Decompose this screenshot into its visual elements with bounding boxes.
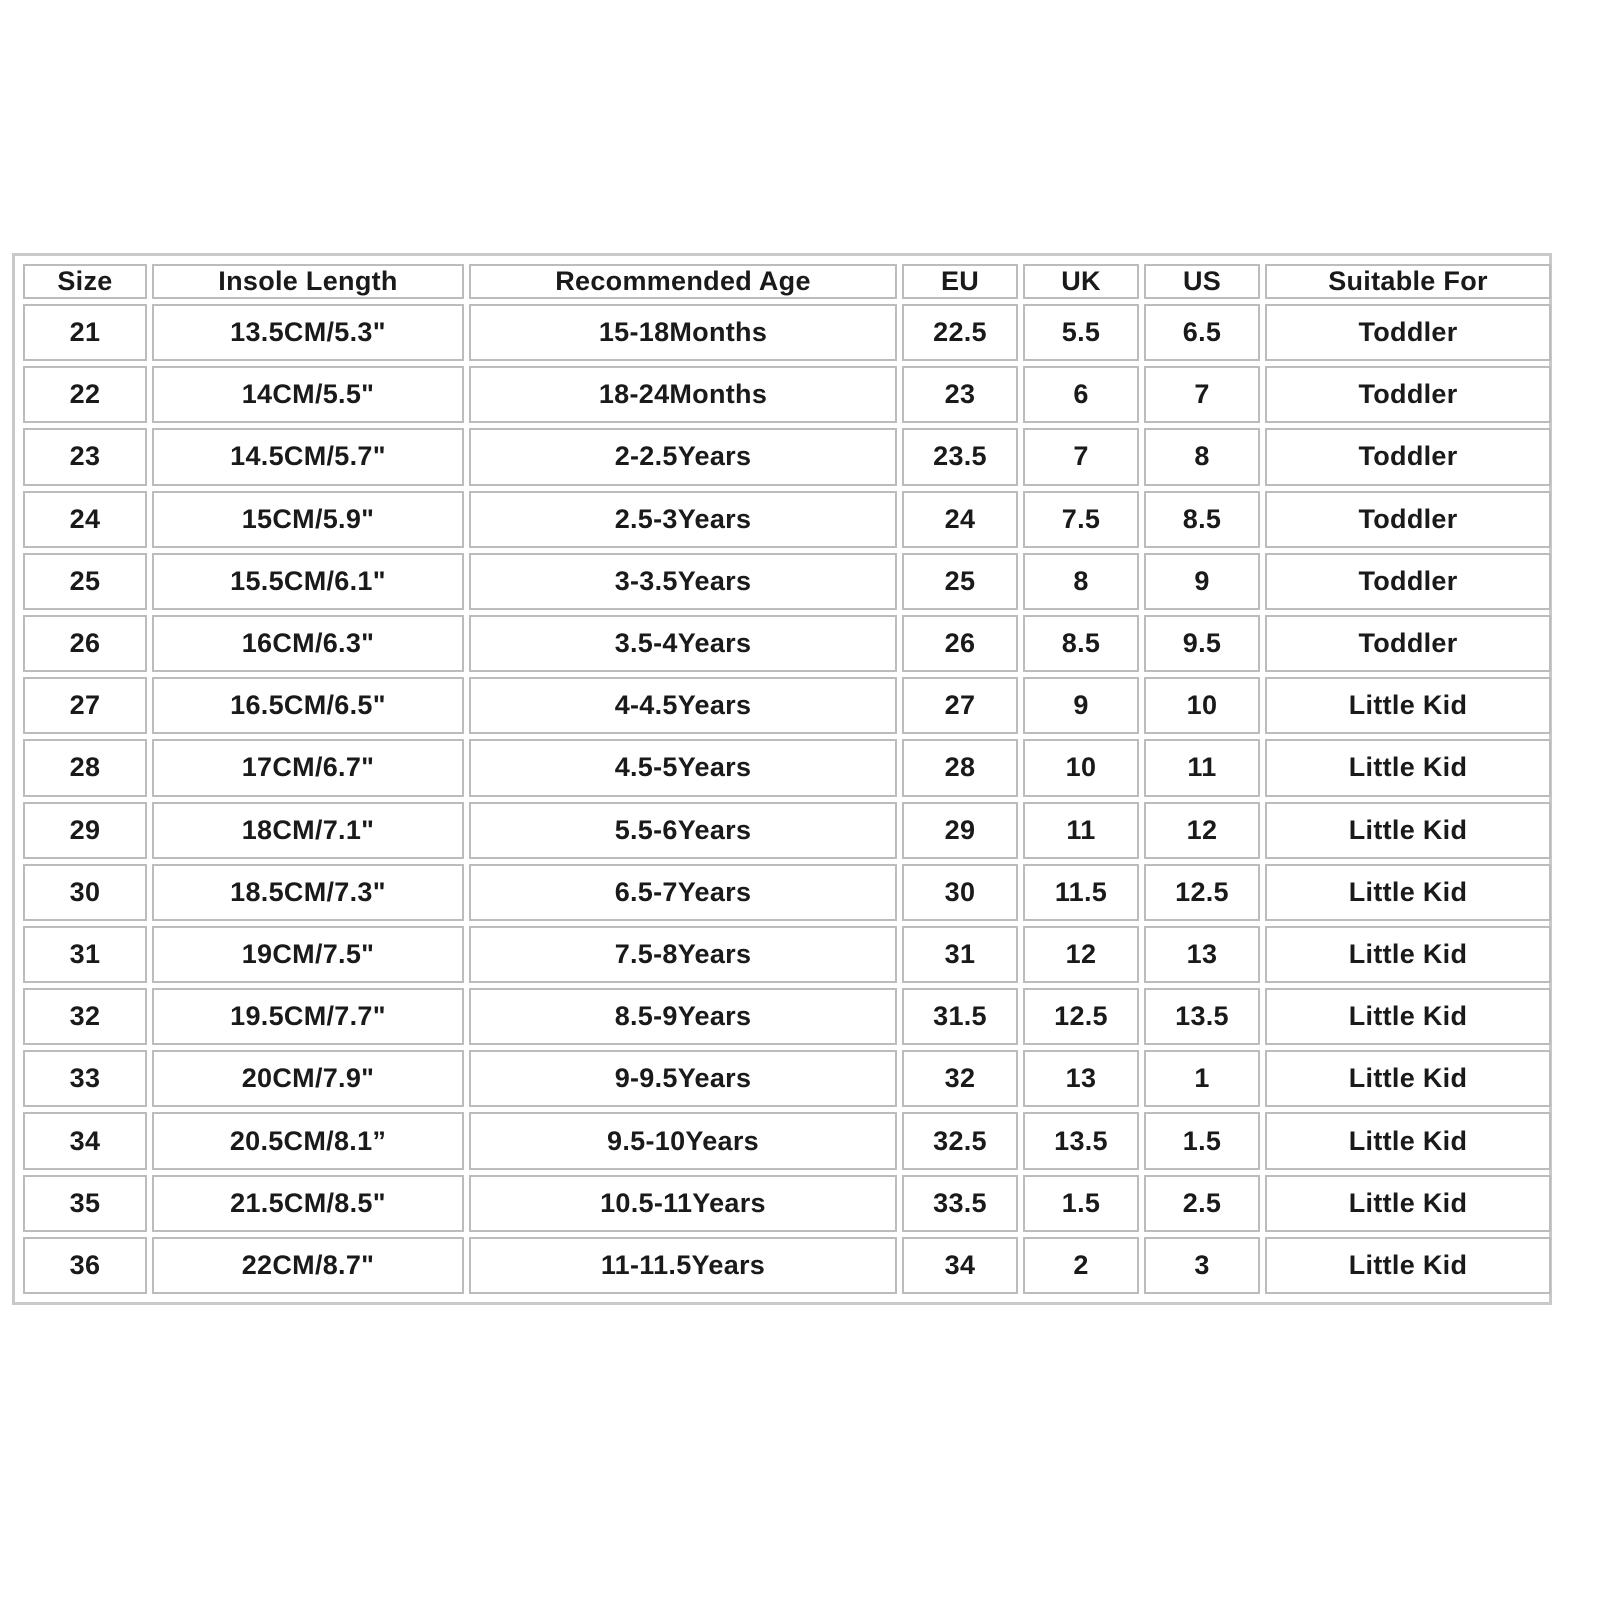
cell-recommended-age: 2.5-3Years: [469, 491, 897, 548]
cell-insole-length: 18.5CM/7.3": [152, 864, 464, 921]
cell-suitable-for: Little Kid: [1265, 1237, 1551, 1294]
cell-eu: 34: [902, 1237, 1018, 1294]
cell-recommended-age: 9.5-10Years: [469, 1112, 897, 1169]
cell-us: 12: [1144, 802, 1260, 859]
header-us: US: [1144, 264, 1260, 299]
cell-uk: 13.5: [1023, 1112, 1139, 1169]
cell-insole-length: 15CM/5.9": [152, 491, 464, 548]
cell-size: 36: [23, 1237, 147, 1294]
cell-eu: 28: [902, 739, 1018, 796]
cell-recommended-age: 3-3.5Years: [469, 553, 897, 610]
cell-eu: 26: [902, 615, 1018, 672]
cell-uk: 11: [1023, 802, 1139, 859]
cell-uk: 7.5: [1023, 491, 1139, 548]
cell-size: 32: [23, 988, 147, 1045]
cell-eu: 24: [902, 491, 1018, 548]
cell-suitable-for: Toddler: [1265, 491, 1551, 548]
table-row: [23, 491, 1551, 548]
cell-suitable-for: Little Kid: [1265, 1112, 1551, 1169]
cell-eu: 33.5: [902, 1175, 1018, 1232]
cell-uk: 9: [1023, 677, 1139, 734]
cell-size: 27: [23, 677, 147, 734]
cell-insole-length: 22CM/8.7": [152, 1237, 464, 1294]
cell-uk: 1.5: [1023, 1175, 1139, 1232]
cell-uk: 7: [1023, 428, 1139, 485]
size-chart-frame: [12, 253, 1552, 1305]
cell-eu: 27: [902, 677, 1018, 734]
cell-us: 13: [1144, 926, 1260, 983]
cell-us: 2.5: [1144, 1175, 1260, 1232]
cell-uk: 8.5: [1023, 615, 1139, 672]
cell-uk: 6: [1023, 366, 1139, 423]
cell-uk: 5.5: [1023, 304, 1139, 361]
cell-eu: 23: [902, 366, 1018, 423]
header-size: Size: [23, 264, 147, 299]
cell-size: 31: [23, 926, 147, 983]
cell-uk: 10: [1023, 739, 1139, 796]
cell-us: 9.5: [1144, 615, 1260, 672]
cell-suitable-for: Little Kid: [1265, 926, 1551, 983]
table-row: [23, 615, 1551, 672]
cell-insole-length: 16.5CM/6.5": [152, 677, 464, 734]
header-eu: EU: [902, 264, 1018, 299]
cell-eu: 32.5: [902, 1112, 1018, 1169]
cell-suitable-for: Little Kid: [1265, 802, 1551, 859]
table-row: [23, 304, 1551, 361]
cell-us: 11: [1144, 739, 1260, 796]
header-row: [23, 264, 1551, 299]
cell-us: 9: [1144, 553, 1260, 610]
cell-eu: 31.5: [902, 988, 1018, 1045]
cell-suitable-for: Little Kid: [1265, 677, 1551, 734]
cell-us: 1: [1144, 1050, 1260, 1107]
cell-size: 25: [23, 553, 147, 610]
table-row: [23, 926, 1551, 983]
cell-insole-length: 15.5CM/6.1": [152, 553, 464, 610]
cell-size: 29: [23, 802, 147, 859]
header-insole-length: Insole Length: [152, 264, 464, 299]
cell-us: 6.5: [1144, 304, 1260, 361]
table-row: [23, 553, 1551, 610]
cell-size: 26: [23, 615, 147, 672]
cell-eu: 22.5: [902, 304, 1018, 361]
table-row: [23, 739, 1551, 796]
cell-uk: 2: [1023, 1237, 1139, 1294]
cell-insole-length: 20CM/7.9": [152, 1050, 464, 1107]
cell-size: 35: [23, 1175, 147, 1232]
table-row: [23, 428, 1551, 485]
cell-eu: 23.5: [902, 428, 1018, 485]
cell-insole-length: 20.5CM/8.1”: [152, 1112, 464, 1169]
cell-recommended-age: 2-2.5Years: [469, 428, 897, 485]
cell-eu: 32: [902, 1050, 1018, 1107]
cell-recommended-age: 8.5-9Years: [469, 988, 897, 1045]
header-suitable-for: Suitable For: [1265, 264, 1551, 299]
cell-us: 7: [1144, 366, 1260, 423]
cell-recommended-age: 6.5-7Years: [469, 864, 897, 921]
cell-recommended-age: 4-4.5Years: [469, 677, 897, 734]
cell-size: 21: [23, 304, 147, 361]
cell-size: 34: [23, 1112, 147, 1169]
cell-insole-length: 19.5CM/7.7": [152, 988, 464, 1045]
cell-us: 3: [1144, 1237, 1260, 1294]
cell-suitable-for: Toddler: [1265, 366, 1551, 423]
cell-us: 8.5: [1144, 491, 1260, 548]
table-row: [23, 802, 1551, 859]
header-uk: UK: [1023, 264, 1139, 299]
cell-size: 28: [23, 739, 147, 796]
cell-eu: 25: [902, 553, 1018, 610]
cell-suitable-for: Toddler: [1265, 615, 1551, 672]
cell-insole-length: 19CM/7.5": [152, 926, 464, 983]
cell-eu: 30: [902, 864, 1018, 921]
cell-suitable-for: Little Kid: [1265, 864, 1551, 921]
table-row: [23, 1237, 1551, 1294]
cell-recommended-age: 5.5-6Years: [469, 802, 897, 859]
cell-suitable-for: Toddler: [1265, 304, 1551, 361]
table-row: [23, 1175, 1551, 1232]
table-row: [23, 677, 1551, 734]
cell-us: 13.5: [1144, 988, 1260, 1045]
cell-us: 10: [1144, 677, 1260, 734]
cell-insole-length: 17CM/6.7": [152, 739, 464, 796]
cell-suitable-for: Little Kid: [1265, 1175, 1551, 1232]
cell-insole-length: 18CM/7.1": [152, 802, 464, 859]
cell-suitable-for: Little Kid: [1265, 739, 1551, 796]
cell-insole-length: 14.5CM/5.7": [152, 428, 464, 485]
table-row: [23, 864, 1551, 921]
cell-size: 33: [23, 1050, 147, 1107]
cell-suitable-for: Toddler: [1265, 428, 1551, 485]
cell-us: 12.5: [1144, 864, 1260, 921]
cell-recommended-age: 15-18Months: [469, 304, 897, 361]
table-row: [23, 1112, 1551, 1169]
cell-size: 23: [23, 428, 147, 485]
cell-recommended-age: 3.5-4Years: [469, 615, 897, 672]
cell-recommended-age: 10.5-11Years: [469, 1175, 897, 1232]
table-row: [23, 988, 1551, 1045]
cell-us: 8: [1144, 428, 1260, 485]
cell-recommended-age: 9-9.5Years: [469, 1050, 897, 1107]
cell-insole-length: 13.5CM/5.3": [152, 304, 464, 361]
cell-uk: 8: [1023, 553, 1139, 610]
cell-suitable-for: Little Kid: [1265, 1050, 1551, 1107]
size-chart-table: [18, 259, 1556, 1299]
cell-suitable-for: Toddler: [1265, 553, 1551, 610]
cell-size: 22: [23, 366, 147, 423]
cell-recommended-age: 11-11.5Years: [469, 1237, 897, 1294]
cell-suitable-for: Little Kid: [1265, 988, 1551, 1045]
cell-recommended-age: 18-24Months: [469, 366, 897, 423]
cell-size: 24: [23, 491, 147, 548]
cell-insole-length: 21.5CM/8.5": [152, 1175, 464, 1232]
table-row: [23, 366, 1551, 423]
cell-insole-length: 14CM/5.5": [152, 366, 464, 423]
cell-eu: 29: [902, 802, 1018, 859]
cell-recommended-age: 7.5-8Years: [469, 926, 897, 983]
cell-insole-length: 16CM/6.3": [152, 615, 464, 672]
cell-size: 30: [23, 864, 147, 921]
cell-uk: 12: [1023, 926, 1139, 983]
cell-uk: 11.5: [1023, 864, 1139, 921]
table-row: [23, 1050, 1551, 1107]
cell-uk: 13: [1023, 1050, 1139, 1107]
cell-us: 1.5: [1144, 1112, 1260, 1169]
cell-recommended-age: 4.5-5Years: [469, 739, 897, 796]
cell-uk: 12.5: [1023, 988, 1139, 1045]
cell-eu: 31: [902, 926, 1018, 983]
header-recommended-age: Recommended Age: [469, 264, 897, 299]
